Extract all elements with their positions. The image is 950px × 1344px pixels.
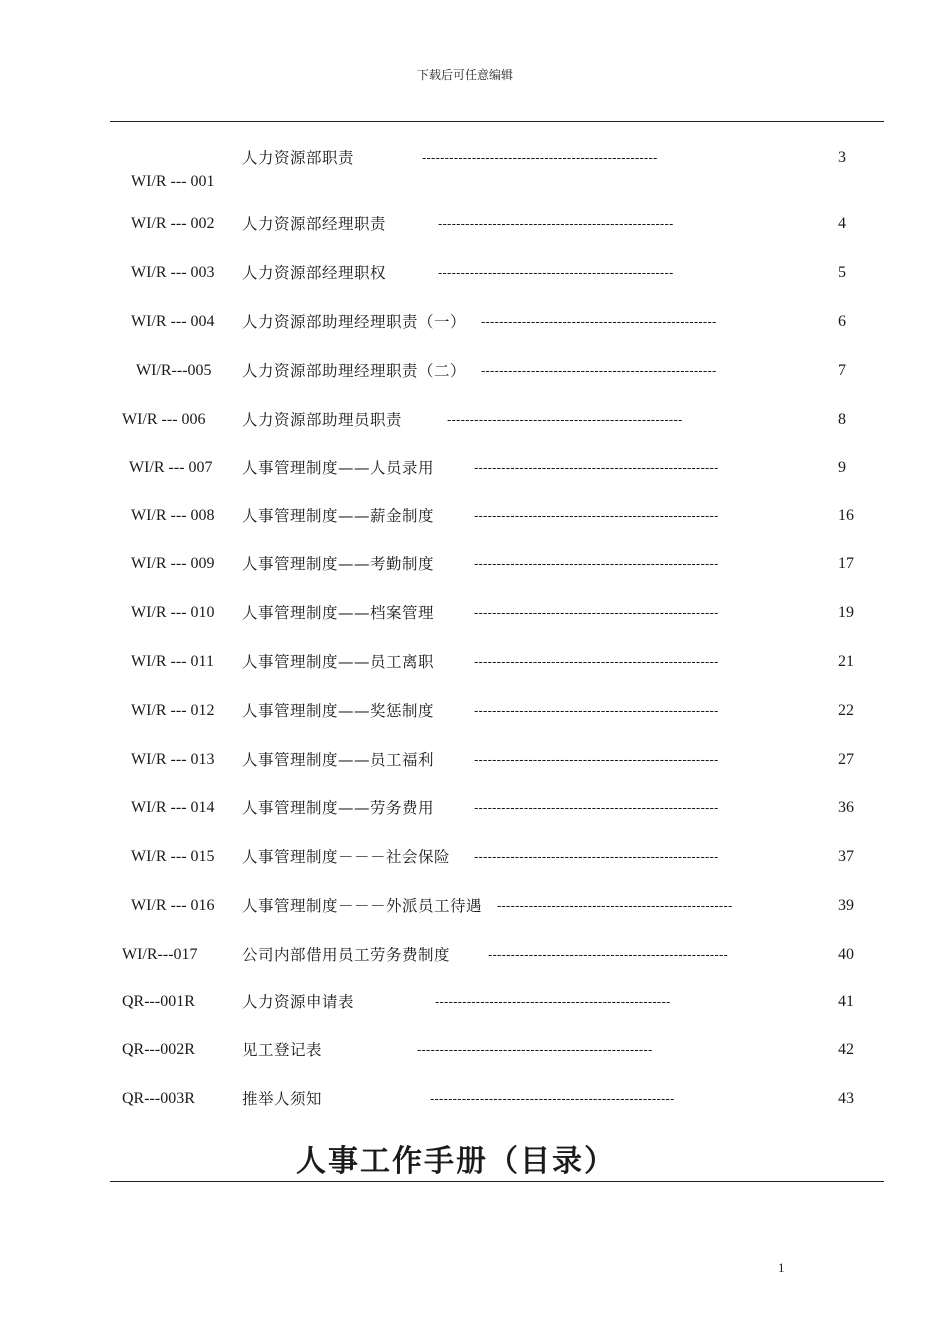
bottom-divider: [110, 1181, 884, 1182]
toc-title: 人事管理制度——考勤制度: [242, 555, 435, 573]
toc-title: 人力资源申请表: [242, 993, 355, 1011]
toc-page: 3: [838, 149, 846, 166]
toc-row[interactable]: [0, 357, 950, 385]
page-number: 1: [778, 1260, 785, 1275]
toc-page: 40: [838, 946, 854, 963]
toc-row[interactable]: [0, 502, 950, 530]
toc-row[interactable]: [0, 988, 950, 1016]
toc-leader: ------------------------------------------------------: [474, 556, 719, 571]
toc-leader: ----------------------------------------------------: [438, 265, 674, 280]
toc-leader: ------------------------------------------------------: [430, 1091, 675, 1106]
toc-row[interactable]: [0, 144, 950, 190]
toc-code: WI/R --- 006: [122, 411, 206, 428]
toc-leader: ----------------------------------------------------: [447, 412, 683, 427]
toc-code: QR---002R: [122, 1041, 195, 1058]
toc-row[interactable]: [0, 1036, 950, 1064]
toc-row[interactable]: [0, 259, 950, 287]
toc-code: WI/R --- 004: [131, 313, 215, 330]
toc-code: WI/R --- 002: [131, 215, 215, 232]
toc-leader: ----------------------------------------------------: [481, 314, 717, 329]
toc-code: QR---001R: [122, 993, 195, 1010]
header-note: 下载后可任意编辑: [416, 68, 513, 82]
toc-leader: ----------------------------------------------------: [435, 994, 671, 1009]
toc-code: QR---003R: [122, 1090, 195, 1107]
toc-leader: ------------------------------------------------------: [474, 508, 719, 523]
toc-page: 37: [838, 848, 854, 865]
toc-leader: ------------------------------------------------------: [474, 800, 719, 815]
toc-title: 人事管理制度——劳务费用: [242, 799, 435, 817]
toc-leader: ------------------------------------------------------: [474, 654, 719, 669]
toc-code: WI/R --- 012: [131, 702, 215, 719]
toc-page: 42: [838, 1041, 854, 1058]
toc-code: WI/R --- 003: [131, 264, 215, 281]
toc-row[interactable]: [0, 308, 950, 336]
toc-page: 5: [838, 264, 846, 281]
toc-leader: ----------------------------------------------------: [497, 898, 733, 913]
toc-title: 人事管理制度——奖惩制度: [242, 702, 435, 720]
toc-leader: ------------------------------------------------------: [474, 849, 719, 864]
toc-title: 人力资源部助理经理职责（二）: [242, 362, 467, 380]
toc-title: 人力资源部经理职权: [242, 264, 387, 282]
toc-row[interactable]: [0, 648, 950, 676]
toc-code: WI/R --- 011: [131, 653, 214, 670]
toc-code: WI/R --- 007: [129, 459, 213, 476]
toc-page: 43: [838, 1090, 854, 1107]
toc-title: 人事管理制度－－－外派员工待遇: [242, 897, 483, 915]
toc-page: 9: [838, 459, 846, 476]
toc-page: 16: [838, 507, 854, 524]
document-title: 人事工作手册（目录）: [296, 1144, 616, 1179]
toc-code: WI/R --- 010: [131, 604, 215, 621]
toc-page: 41: [838, 993, 854, 1010]
toc-page: 17: [838, 555, 854, 572]
toc-page: 21: [838, 653, 854, 670]
toc-code: WI/R --- 016: [131, 897, 215, 914]
toc-page: 4: [838, 215, 846, 232]
toc-row[interactable]: [0, 892, 950, 920]
toc-code: WI/R --- 013: [131, 751, 215, 768]
toc-row[interactable]: [0, 746, 950, 774]
toc-title: 公司内部借用员工劳务费制度: [242, 946, 451, 964]
toc-page: 6: [838, 313, 846, 330]
toc-title: 见工登记表: [242, 1041, 323, 1059]
toc-title: 人事管理制度——薪金制度: [242, 507, 435, 525]
toc-page: 22: [838, 702, 854, 719]
toc-page: 8: [838, 411, 846, 428]
toc-row[interactable]: [0, 697, 950, 725]
toc-leader: ----------------------------------------------------: [417, 1042, 653, 1057]
toc-title: 人力资源部助理员职责: [242, 411, 403, 429]
toc-page: 36: [838, 799, 854, 816]
toc-title: 人事管理制度－－－社会保险: [242, 848, 451, 866]
toc-code: WI/R --- 015: [131, 848, 215, 865]
toc-row[interactable]: [0, 210, 950, 238]
toc-leader: ----------------------------------------------------: [422, 150, 658, 165]
toc-page: 27: [838, 751, 854, 768]
toc-row[interactable]: [0, 599, 950, 627]
toc-code: WI/R --- 014: [131, 799, 215, 816]
toc-page: 19: [838, 604, 854, 621]
toc-row[interactable]: [0, 454, 950, 482]
toc-title: 人力资源部助理经理职责（一）: [242, 313, 467, 331]
toc-leader: ----------------------------------------------------: [438, 216, 674, 231]
toc-leader: ------------------------------------------------------: [474, 605, 719, 620]
toc-title: 推举人须知: [242, 1090, 323, 1108]
toc-leader: ------------------------------------------------------: [474, 460, 719, 475]
toc-page: 7: [838, 362, 846, 379]
toc-leader: ----------------------------------------------------: [481, 363, 717, 378]
toc-leader: ------------------------------------------------------: [474, 703, 719, 718]
toc-row[interactable]: [0, 1085, 950, 1113]
toc-code: WI/R --- 008: [131, 507, 215, 524]
toc-row[interactable]: [0, 550, 950, 578]
toc-row[interactable]: [0, 843, 950, 871]
toc-title: 人力资源部经理职责: [242, 215, 387, 233]
toc-code: WI/R --- 009: [131, 555, 215, 572]
toc-title: 人事管理制度——档案管理: [242, 604, 435, 622]
toc-leader: ------------------------------------------------------: [474, 752, 719, 767]
toc-leader: -----------------------------------------------------: [488, 947, 729, 962]
toc-page: 39: [838, 897, 854, 914]
toc-code: WI/R---017: [122, 946, 198, 963]
toc-title: 人事管理制度——员工福利: [242, 751, 435, 769]
toc-code: WI/R---005: [136, 362, 212, 379]
toc-title: 人力资源部职责: [242, 149, 355, 167]
toc-code: WI/R --- 001: [131, 173, 215, 190]
toc-row[interactable]: [0, 941, 950, 969]
top-divider: [110, 121, 884, 122]
toc-title: 人事管理制度——员工离职: [242, 653, 435, 671]
toc-title: 人事管理制度——人员录用: [242, 459, 435, 477]
toc-row[interactable]: [0, 406, 950, 434]
toc-row[interactable]: [0, 794, 950, 822]
